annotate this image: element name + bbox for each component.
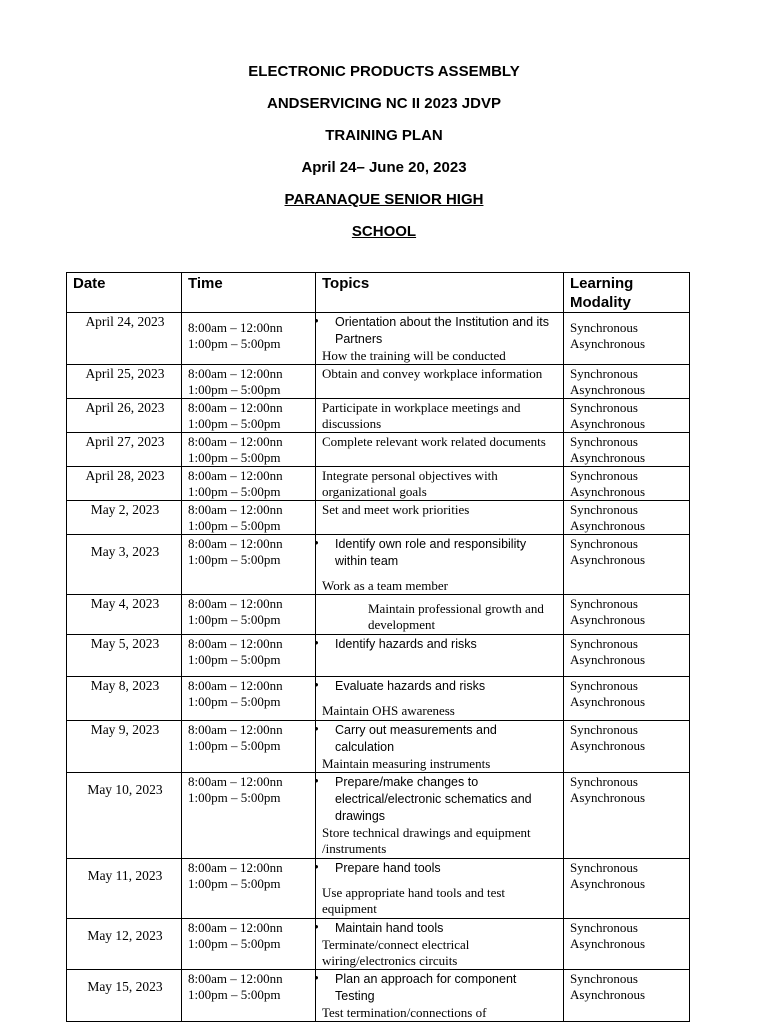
school-name-line-2: SCHOOL bbox=[351, 223, 417, 240]
row-topics bbox=[316, 365, 564, 399]
modality-asynchronous: Asynchronous bbox=[570, 552, 646, 567]
row-learning-modality bbox=[564, 467, 690, 501]
time-morning: 8:00am – 12:00nn bbox=[188, 468, 283, 483]
document-header bbox=[0, 56, 768, 248]
table-row bbox=[67, 677, 690, 721]
row-time bbox=[182, 970, 316, 1022]
table-row bbox=[67, 399, 690, 433]
topic-bullet-item: • Evaluate hazards and risks bbox=[322, 678, 559, 695]
table-header-row bbox=[67, 273, 690, 313]
topic-bullet-item: • Prepare/make changes to electrical/electronic schematics and drawings bbox=[322, 774, 559, 825]
table-row bbox=[67, 721, 690, 773]
modality-synchronous: Synchronous bbox=[570, 320, 638, 335]
modality-synchronous: Synchronous bbox=[570, 722, 638, 737]
time-afternoon: 1:00pm – 5:00pm bbox=[188, 876, 281, 891]
row-date: May 5, 2023 bbox=[67, 635, 182, 677]
time-morning: 8:00am – 12:00nn bbox=[188, 636, 283, 651]
time-afternoon: 1:00pm – 5:00pm bbox=[188, 987, 281, 1002]
row-learning-modality bbox=[564, 365, 690, 399]
topic-bullet-item: • Carry out measurements and calculation bbox=[322, 722, 559, 756]
row-topics bbox=[316, 501, 564, 535]
row-topics bbox=[316, 919, 564, 970]
table-row bbox=[67, 919, 690, 970]
modality-synchronous: Synchronous bbox=[570, 920, 638, 935]
time-afternoon: 1:00pm – 5:00pm bbox=[188, 612, 281, 627]
row-time bbox=[182, 677, 316, 721]
time-afternoon: 1:00pm – 5:00pm bbox=[188, 382, 281, 397]
topic-item: Complete relevant work related documents bbox=[322, 434, 546, 449]
time-morning: 8:00am – 12:00nn bbox=[188, 678, 283, 693]
title-line-2: ANDSERVICING NC II 2023 JDVP bbox=[267, 95, 501, 112]
modality-asynchronous: Asynchronous bbox=[570, 612, 646, 627]
modality-asynchronous: Asynchronous bbox=[570, 876, 646, 891]
row-topics bbox=[316, 859, 564, 919]
time-morning: 8:00am – 12:00nn bbox=[188, 434, 283, 449]
header-time: Time bbox=[182, 273, 316, 313]
modality-asynchronous: Asynchronous bbox=[570, 694, 646, 709]
topic-bullet-item: • Plan an approach for component Testing bbox=[322, 971, 559, 1005]
time-morning: 8:00am – 12:00nn bbox=[188, 722, 283, 737]
table-row bbox=[67, 433, 690, 467]
row-time bbox=[182, 535, 316, 595]
time-morning: 8:00am – 12:00nn bbox=[188, 536, 283, 551]
header-learning-modality: Learning Modality bbox=[564, 273, 690, 313]
row-topics bbox=[316, 595, 564, 635]
row-learning-modality bbox=[564, 501, 690, 535]
table-row bbox=[67, 635, 690, 677]
row-learning-modality bbox=[564, 970, 690, 1022]
topic-item: Maintain professional growth and development bbox=[368, 601, 544, 632]
header-date: Date bbox=[67, 273, 182, 313]
modality-synchronous: Synchronous bbox=[570, 860, 638, 875]
table-row bbox=[67, 467, 690, 501]
row-topics bbox=[316, 677, 564, 721]
title-line-3: TRAINING PLAN bbox=[325, 127, 443, 144]
time-morning: 8:00am – 12:00nn bbox=[188, 774, 283, 789]
time-afternoon: 1:00pm – 5:00pm bbox=[188, 694, 281, 709]
modality-asynchronous: Asynchronous bbox=[570, 382, 646, 397]
table-row bbox=[67, 535, 690, 595]
topic-item: Maintain OHS awareness bbox=[322, 703, 455, 718]
time-afternoon: 1:00pm – 5:00pm bbox=[188, 484, 281, 499]
row-learning-modality bbox=[564, 595, 690, 635]
row-time bbox=[182, 399, 316, 433]
time-afternoon: 1:00pm – 5:00pm bbox=[188, 652, 281, 667]
row-topics bbox=[316, 970, 564, 1022]
row-time bbox=[182, 919, 316, 970]
row-time bbox=[182, 721, 316, 773]
row-topics bbox=[316, 313, 564, 365]
modality-asynchronous: Asynchronous bbox=[570, 416, 646, 431]
row-time bbox=[182, 635, 316, 677]
row-learning-modality bbox=[564, 721, 690, 773]
modality-synchronous: Synchronous bbox=[570, 502, 638, 517]
time-afternoon: 1:00pm – 5:00pm bbox=[188, 518, 281, 533]
row-learning-modality bbox=[564, 433, 690, 467]
modality-synchronous: Synchronous bbox=[570, 366, 638, 381]
topic-item: Work as a team member bbox=[322, 578, 449, 593]
modality-synchronous: Synchronous bbox=[570, 971, 638, 986]
topic-item: Maintain measuring instruments bbox=[322, 756, 491, 771]
row-time bbox=[182, 773, 316, 859]
topic-item: Test termination/connections of bbox=[322, 1005, 487, 1020]
time-morning: 8:00am – 12:00nn bbox=[188, 502, 283, 517]
modality-asynchronous: Asynchronous bbox=[570, 936, 646, 951]
table-row bbox=[67, 365, 690, 399]
row-learning-modality bbox=[564, 919, 690, 970]
topic-bullet-item: • Prepare hand tools bbox=[322, 860, 559, 877]
row-learning-modality bbox=[564, 313, 690, 365]
title-line-1: ELECTRONIC PRODUCTS ASSEMBLY bbox=[248, 63, 520, 80]
row-date: April 27, 2023 bbox=[67, 433, 182, 467]
row-date: May 11, 2023 bbox=[67, 859, 182, 919]
time-afternoon: 1:00pm – 5:00pm bbox=[188, 738, 281, 753]
time-morning: 8:00am – 12:00nn bbox=[188, 971, 283, 986]
row-date: April 24, 2023 bbox=[67, 313, 182, 365]
row-date: April 25, 2023 bbox=[67, 365, 182, 399]
row-time bbox=[182, 365, 316, 399]
topic-item: Store technical drawings and equipment /instruments bbox=[322, 825, 531, 856]
modality-synchronous: Synchronous bbox=[570, 400, 638, 415]
modality-asynchronous: Asynchronous bbox=[570, 518, 646, 533]
topic-item: How the training will be conducted bbox=[322, 348, 506, 363]
topic-bullet-item: • Identify hazards and risks bbox=[322, 636, 559, 653]
modality-synchronous: Synchronous bbox=[570, 774, 638, 789]
table-row bbox=[67, 970, 690, 1022]
row-date: May 2, 2023 bbox=[67, 501, 182, 535]
modality-asynchronous: Asynchronous bbox=[570, 336, 646, 351]
time-afternoon: 1:00pm – 5:00pm bbox=[188, 336, 281, 351]
row-date: April 28, 2023 bbox=[67, 467, 182, 501]
modality-asynchronous: Asynchronous bbox=[570, 738, 646, 753]
time-afternoon: 1:00pm – 5:00pm bbox=[188, 552, 281, 567]
row-topics bbox=[316, 467, 564, 501]
modality-synchronous: Synchronous bbox=[570, 636, 638, 651]
row-topics bbox=[316, 773, 564, 859]
row-time bbox=[182, 313, 316, 365]
topic-item: Obtain and convey workplace information bbox=[322, 366, 543, 381]
table-row bbox=[67, 595, 690, 635]
time-afternoon: 1:00pm – 5:00pm bbox=[188, 790, 281, 805]
topic-item: Use appropriate hand tools and test equipment bbox=[322, 885, 506, 916]
time-morning: 8:00am – 12:00nn bbox=[188, 920, 283, 935]
time-afternoon: 1:00pm – 5:00pm bbox=[188, 450, 281, 465]
row-learning-modality bbox=[564, 399, 690, 433]
row-learning-modality bbox=[564, 677, 690, 721]
table-row bbox=[67, 773, 690, 859]
row-learning-modality bbox=[564, 859, 690, 919]
topic-item: Set and meet work priorities bbox=[322, 502, 470, 517]
modality-synchronous: Synchronous bbox=[570, 596, 638, 611]
modality-asynchronous: Asynchronous bbox=[570, 987, 646, 1002]
time-morning: 8:00am – 12:00nn bbox=[188, 596, 283, 611]
header-topics: Topics bbox=[316, 273, 564, 313]
row-time bbox=[182, 595, 316, 635]
time-afternoon: 1:00pm – 5:00pm bbox=[188, 936, 281, 951]
date-range: April 24– June 20, 2023 bbox=[301, 159, 467, 176]
modality-synchronous: Synchronous bbox=[570, 434, 638, 449]
table-row bbox=[67, 859, 690, 919]
modality-synchronous: Synchronous bbox=[570, 536, 638, 551]
school-name-line-1: PARANAQUE SENIOR HIGH bbox=[284, 191, 484, 208]
row-learning-modality bbox=[564, 773, 690, 859]
topic-bullet-item: • Maintain hand tools bbox=[322, 920, 559, 937]
time-morning: 8:00am – 12:00nn bbox=[188, 320, 283, 335]
row-date: May 12, 2023 bbox=[67, 919, 182, 970]
row-time bbox=[182, 501, 316, 535]
row-time bbox=[182, 433, 316, 467]
topic-bullet-item: • Identify own role and responsibility within team bbox=[322, 536, 559, 570]
row-date: April 26, 2023 bbox=[67, 399, 182, 433]
modality-asynchronous: Asynchronous bbox=[570, 652, 646, 667]
row-date: May 3, 2023 bbox=[67, 535, 182, 595]
modality-asynchronous: Asynchronous bbox=[570, 484, 646, 499]
time-morning: 8:00am – 12:00nn bbox=[188, 400, 283, 415]
time-morning: 8:00am – 12:00nn bbox=[188, 366, 283, 381]
topic-item: Participate in workplace meetings and discussions bbox=[322, 400, 521, 431]
row-time bbox=[182, 859, 316, 919]
modality-synchronous: Synchronous bbox=[570, 678, 638, 693]
row-time bbox=[182, 467, 316, 501]
row-topics bbox=[316, 399, 564, 433]
modality-asynchronous: Asynchronous bbox=[570, 790, 646, 805]
row-topics bbox=[316, 433, 564, 467]
row-topics bbox=[316, 635, 564, 677]
time-morning: 8:00am – 12:00nn bbox=[188, 860, 283, 875]
table-row bbox=[67, 501, 690, 535]
modality-asynchronous: Asynchronous bbox=[570, 450, 646, 465]
row-date: May 8, 2023 bbox=[67, 677, 182, 721]
row-date: May 4, 2023 bbox=[67, 595, 182, 635]
table-body bbox=[67, 313, 690, 1022]
topic-bullet-item: • Orientation about the Institution and its Partners bbox=[322, 314, 559, 348]
row-date: May 10, 2023 bbox=[67, 773, 182, 859]
row-learning-modality bbox=[564, 535, 690, 595]
table-row bbox=[67, 313, 690, 365]
topic-item: Integrate personal objectives with organizational goals bbox=[322, 468, 498, 499]
row-topics bbox=[316, 721, 564, 773]
row-topics bbox=[316, 535, 564, 595]
time-afternoon: 1:00pm – 5:00pm bbox=[188, 416, 281, 431]
row-date: May 15, 2023 bbox=[67, 970, 182, 1022]
modality-synchronous: Synchronous bbox=[570, 468, 638, 483]
row-date: May 9, 2023 bbox=[67, 721, 182, 773]
row-learning-modality bbox=[564, 635, 690, 677]
training-plan-table bbox=[66, 272, 690, 1022]
topic-item: Terminate/connect electrical wiring/electronics circuits bbox=[322, 937, 470, 968]
